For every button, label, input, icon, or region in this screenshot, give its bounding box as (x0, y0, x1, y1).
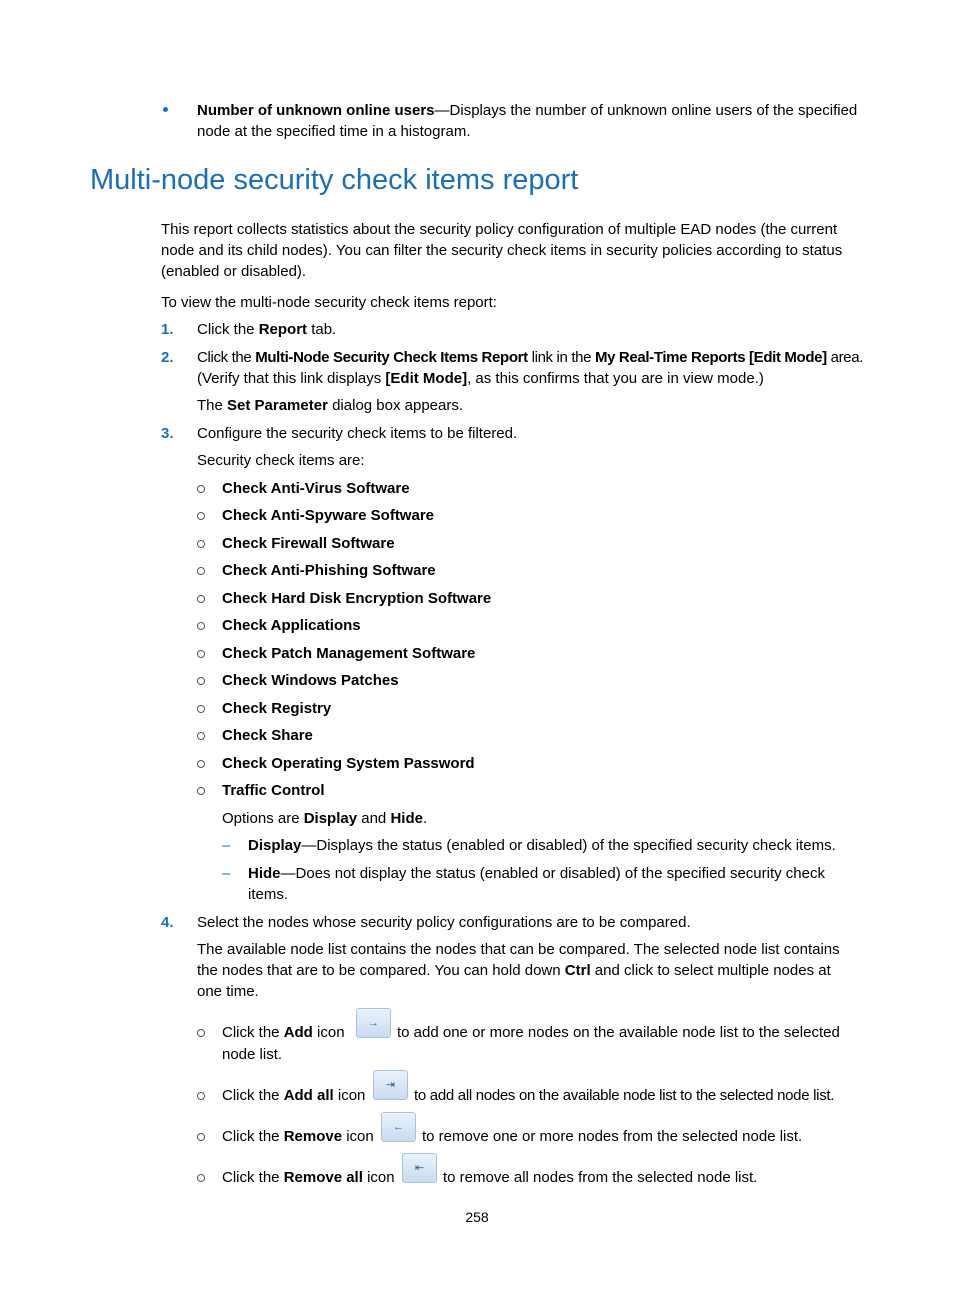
top-bullet-line1 (197, 100, 857, 121)
add-instruction-post: to add one or more nodes on the available node list to the selected (397, 1024, 840, 1041)
list-circle (197, 1133, 205, 1141)
list-item: Check Windows Patches (222, 672, 399, 689)
hide-term: Hide (248, 865, 281, 882)
step-number: 3. (161, 425, 174, 442)
addall-instruction-post: to add all nodes on the available node list to the selected node list. (414, 1087, 835, 1104)
list-item: Check Anti-Phishing Software (222, 562, 436, 579)
step-4-p3: one time. (197, 983, 259, 1000)
list-item: Check Share (222, 727, 313, 744)
add-all-icon[interactable]: ⇥ (373, 1070, 408, 1100)
step-4-p2-pre: the nodes that are to be compared. You can hold down (197, 962, 565, 979)
list-circle (197, 1092, 205, 1100)
add-pre: Click the (222, 1024, 284, 1041)
hide-option-line2: items. (248, 886, 289, 903)
step-1-post: tab. (307, 321, 337, 338)
list-item: Check Anti-Spyware Software (222, 507, 434, 524)
step-2-mid: link in the (527, 349, 595, 366)
addall-ref: Add all (283, 1087, 334, 1104)
list-item: Check Firewall Software (222, 535, 395, 552)
list-circle (197, 512, 205, 520)
removeall-ref: Remove all (283, 1169, 363, 1186)
dash-bullet: – (222, 865, 231, 882)
step-2-sub-post: dialog box appears. (327, 397, 464, 414)
step-2-l2-post: , as this confirms that you are in view mode.) (467, 370, 764, 387)
remove-instruction-post: to remove one or more nodes from the selected node list. (422, 1128, 803, 1145)
list-circle (197, 1174, 205, 1182)
removeall-pre: Click the (222, 1169, 284, 1186)
addall-icon-word: icon (333, 1087, 366, 1104)
list-circle (197, 595, 205, 603)
options-and: and (357, 810, 391, 827)
lead-text: To view the multi-node security check items report: (161, 294, 497, 311)
step-2-post: area. (826, 349, 864, 366)
list-circle (197, 787, 205, 795)
report-link-ref: Multi-Node Security Check Items Report (255, 349, 528, 366)
removeall-icon-word: icon (362, 1169, 395, 1186)
edit-mode-ref: [Edit Mode] (385, 370, 468, 387)
list-circle (197, 485, 205, 493)
removeall-instruction-post: to remove all nodes from the selected node list. (443, 1169, 758, 1186)
list-item: Check Applications (222, 617, 361, 634)
step-number: 4. (161, 914, 174, 931)
step-4-p2 (197, 960, 831, 981)
remove-icon[interactable]: ← (381, 1112, 416, 1142)
list-item: Check Patch Management Software (222, 645, 476, 662)
list-circle (197, 760, 205, 768)
step-2-sub (197, 395, 463, 416)
list-circle (197, 622, 205, 630)
step-2-pre: Click the (197, 349, 256, 366)
step-2-line1 (197, 347, 863, 368)
addall-instruction-pre (222, 1085, 365, 1106)
dash-bullet: – (222, 837, 231, 854)
set-parameter-ref: Set Parameter (227, 397, 328, 414)
remove-pre: Click the (222, 1128, 284, 1145)
options-post: . (422, 810, 428, 827)
top-bullet-desc: —Displays the number of unknown online users of the specified (434, 102, 858, 119)
step-3-sub: Security check items are: (197, 452, 365, 469)
step-3-text: Configure the security check items to be filtered. (197, 425, 518, 442)
display-option (248, 835, 836, 856)
report-tab-ref: Report (258, 321, 308, 338)
page-number: 258 (465, 1209, 489, 1225)
list-item: Check Hard Disk Encryption Software (222, 590, 492, 607)
remove-all-icon[interactable]: ⇤ (402, 1153, 437, 1183)
display-term: Display (248, 837, 302, 854)
list-item: Traffic Control (222, 782, 325, 799)
step-1-text (197, 319, 336, 340)
list-item: Check Operating System Password (222, 755, 475, 772)
remove-ref: Remove (283, 1128, 343, 1145)
hide-option (248, 863, 825, 884)
intro-line2: node and its child nodes). You can filter the security check items in security policies according to status (161, 242, 843, 259)
step-4-text: Select the nodes whose security policy configurations are to be compared. (197, 914, 691, 931)
list-circle (197, 567, 205, 575)
step-4-p2-post: and click to select multiple nodes at (590, 962, 831, 979)
bullet-dot (163, 107, 168, 112)
list-circle (197, 677, 205, 685)
top-bullet-line2: node at the specified time in a histogram. (197, 123, 471, 140)
list-item: Check Anti-Virus Software (222, 480, 410, 497)
display-desc: —Displays the status (enabled or disabled) of the specified security check items. (301, 837, 836, 854)
top-bullet-term: Number of unknown online users (197, 102, 435, 119)
hide-ref: Hide (390, 810, 423, 827)
addall-pre: Click the (222, 1087, 284, 1104)
add-ref: Add (283, 1024, 313, 1041)
step-2-l2-pre: (Verify that this link displays (197, 370, 386, 387)
options-pre: Options are (222, 810, 304, 827)
hide-desc: —Does not display the status (enabled or disabled) of the specified security check (280, 865, 825, 882)
list-circle (197, 540, 205, 548)
step-2-sub-pre: The (197, 397, 228, 414)
add-icon[interactable]: → (356, 1008, 391, 1038)
display-ref: Display (303, 810, 358, 827)
add-instruction-line2: node list. (222, 1046, 283, 1063)
intro-line3: (enabled or disabled). (161, 263, 307, 280)
add-instruction-pre (222, 1022, 345, 1043)
remove-icon-word: icon (342, 1128, 374, 1145)
step-number: 2. (161, 349, 174, 366)
list-circle (197, 705, 205, 713)
area-ref: My Real-Time Reports [Edit Mode] (594, 349, 827, 366)
step-2-line2 (197, 368, 764, 389)
section-title: Multi-node security check items report (90, 164, 579, 196)
add-icon-word: icon (312, 1024, 345, 1041)
removeall-instruction-pre (222, 1167, 395, 1188)
list-item: Check Registry (222, 700, 332, 717)
ctrl-key-ref: Ctrl (564, 962, 591, 979)
options-text (222, 808, 427, 829)
intro-line1: This report collects statistics about the security policy configuration of multiple EAD nodes (the current (161, 221, 838, 238)
list-circle (197, 650, 205, 658)
step-4-p1: The available node list contains the nodes that can be compared. The selected node list contains (197, 941, 840, 958)
remove-instruction-pre (222, 1126, 374, 1147)
step-1-pre: Click the (197, 321, 259, 338)
list-circle (197, 732, 205, 740)
step-number: 1. (161, 321, 174, 338)
list-circle (197, 1029, 205, 1037)
